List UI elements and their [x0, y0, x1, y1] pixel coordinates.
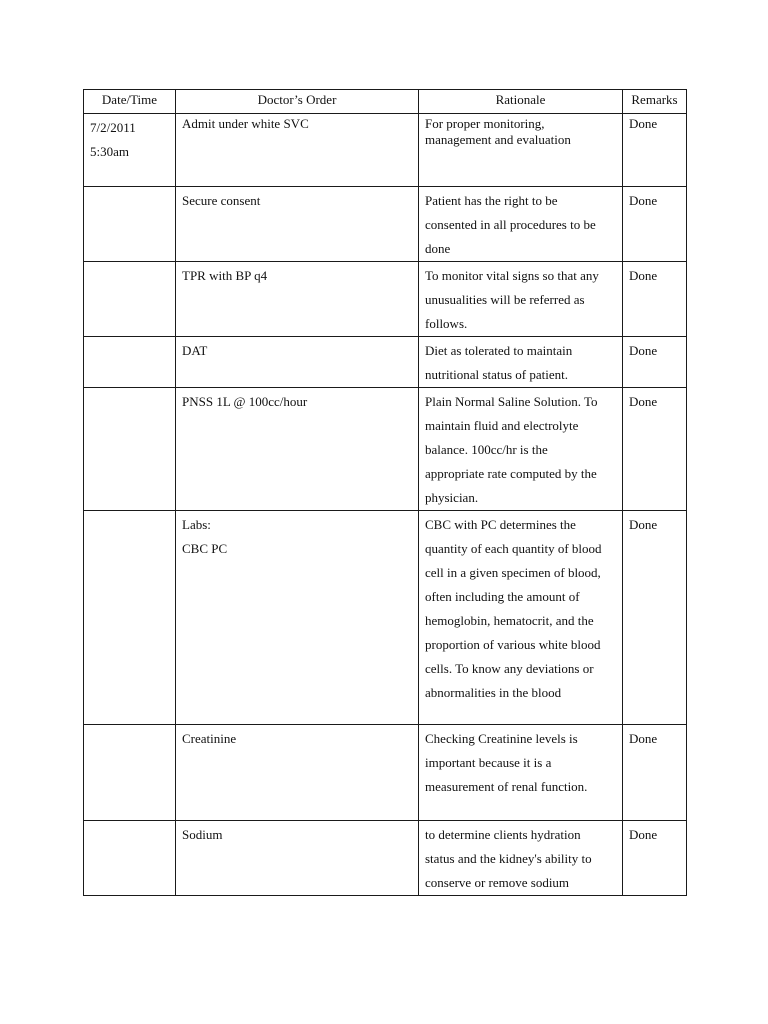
order-cell — [176, 388, 419, 511]
remarks-cell — [623, 262, 687, 337]
table-row — [84, 337, 687, 388]
remarks-cell — [623, 725, 687, 821]
rationale-line: Checking Creatinine levels is — [425, 731, 578, 746]
remarks-cell — [623, 114, 687, 187]
table-row — [84, 388, 687, 511]
date-cell — [84, 262, 176, 337]
order-line: Labs: — [182, 517, 211, 532]
remarks-text: Done — [629, 731, 658, 746]
order-cell — [176, 114, 419, 187]
rationale-line: CBC with PC determines the — [425, 517, 576, 532]
header-rationale: Rationale — [419, 90, 623, 114]
table-row — [84, 262, 687, 337]
header-remarks: Remarks — [623, 90, 687, 114]
rationale-line: Diet as tolerated to maintain — [425, 343, 573, 358]
date-line: 7/2/2011 — [90, 120, 136, 135]
header-date-time: Date/Time — [84, 90, 176, 114]
rationale-line: management and evaluation — [425, 132, 571, 147]
remarks-cell — [623, 187, 687, 262]
rationale-line: important because it is a — [425, 755, 552, 770]
rationale-line: proportion of various white blood — [425, 637, 601, 652]
table-row — [84, 187, 687, 262]
order-line: TPR with BP q4 — [182, 268, 268, 283]
table-row — [84, 511, 687, 725]
rationale-line: To monitor vital signs so that any — [425, 268, 599, 283]
rationale-line: unusualities will be referred as — [425, 292, 585, 307]
date-cell — [84, 114, 176, 187]
order-line: Admit under white SVC — [182, 116, 309, 131]
rationale-line: abnormalities in the blood — [425, 685, 562, 700]
remarks-text: Done — [629, 394, 658, 409]
remarks-cell — [623, 821, 687, 896]
rationale-line: to determine clients hydration — [425, 827, 581, 842]
order-line: Sodium — [182, 827, 223, 842]
table-row — [84, 821, 687, 896]
rationale-line: consented in all procedures to be — [425, 217, 596, 232]
remarks-cell — [623, 337, 687, 388]
rationale-cell — [419, 187, 623, 262]
order-line: CBC PC — [182, 541, 228, 556]
order-cell — [176, 511, 419, 725]
rationale-line: measurement of renal function. — [425, 779, 588, 794]
remarks-text: Done — [629, 116, 658, 131]
rationale-line: For proper monitoring, — [425, 116, 545, 131]
rationale-line: cells. To know any deviations or — [425, 661, 594, 676]
date-cell — [84, 821, 176, 896]
rationale-line: status and the kidney's ability to — [425, 851, 592, 866]
rationale-cell — [419, 821, 623, 896]
rationale-line: Patient has the right to be — [425, 193, 558, 208]
order-cell — [176, 821, 419, 896]
remarks-text: Done — [629, 193, 658, 208]
rationale-line: physician. — [425, 490, 479, 505]
remarks-text: Done — [629, 343, 658, 358]
date-cell — [84, 388, 176, 511]
order-line: Creatinine — [182, 731, 237, 746]
remarks-text: Done — [629, 827, 658, 842]
rationale-line: follows. — [425, 316, 468, 331]
rationale-line: appropriate rate computed by the — [425, 466, 597, 481]
order-line: PNSS 1L @ 100cc/hour — [182, 394, 308, 409]
rationale-cell — [419, 388, 623, 511]
rationale-cell — [419, 262, 623, 337]
remarks-cell — [623, 511, 687, 725]
order-cell — [176, 262, 419, 337]
rationale-line: Plain Normal Saline Solution. To — [425, 394, 598, 409]
remarks-text: Done — [629, 268, 658, 283]
table-row — [84, 114, 687, 187]
header-row — [84, 90, 687, 114]
rationale-line: hemoglobin, hematocrit, and the — [425, 613, 594, 628]
rationale-line: quantity of each quantity of blood — [425, 541, 602, 556]
remarks-text: Done — [629, 517, 658, 532]
rationale-line: maintain fluid and electrolyte — [425, 418, 579, 433]
rationale-cell — [419, 511, 623, 725]
rationale-line: done — [425, 241, 451, 256]
rationale-cell — [419, 725, 623, 821]
rationale-line: balance. 100cc/hr is the — [425, 442, 548, 457]
order-cell — [176, 187, 419, 262]
order-cell — [176, 337, 419, 388]
order-cell — [176, 725, 419, 821]
rationale-cell — [419, 114, 623, 187]
rationale-cell — [419, 337, 623, 388]
time-line: 5:30am — [90, 144, 129, 159]
date-cell — [84, 725, 176, 821]
table-row — [84, 725, 687, 821]
order-line: DAT — [182, 343, 208, 358]
date-cell — [84, 337, 176, 388]
rationale-line: nutritional status of patient. — [425, 367, 568, 382]
date-cell — [84, 511, 176, 725]
order-line: Secure consent — [182, 193, 261, 208]
rationale-line: conserve or remove sodium — [425, 875, 570, 890]
rationale-line: cell in a given specimen of blood, — [425, 565, 601, 580]
remarks-cell — [623, 388, 687, 511]
date-cell — [84, 187, 176, 262]
rationale-line: often including the amount of — [425, 589, 580, 604]
doctors-orders-table — [83, 89, 687, 896]
header-doctors-order: Doctor’s Order — [176, 90, 419, 114]
